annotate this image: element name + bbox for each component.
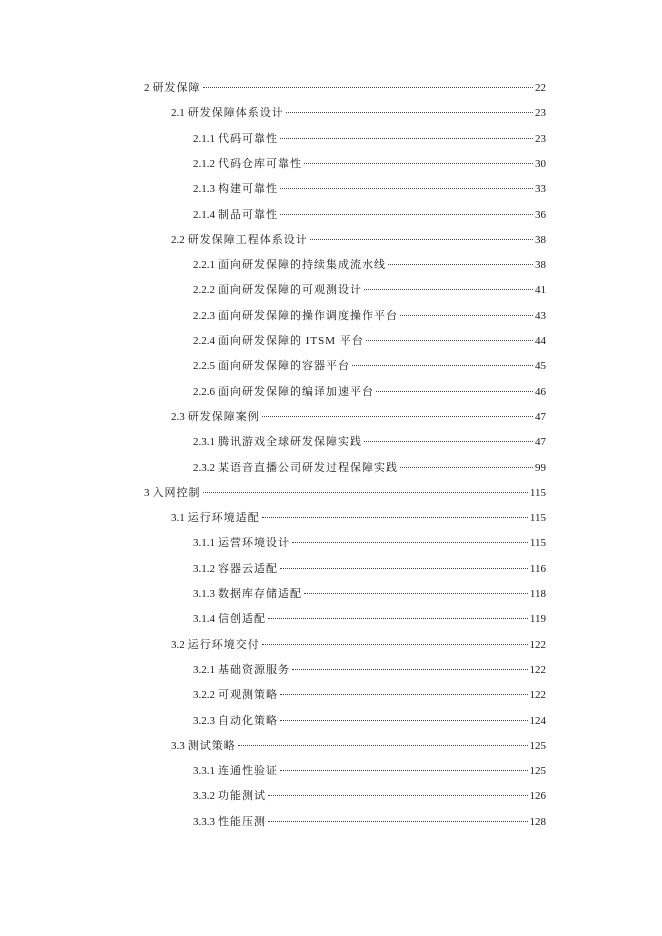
toc-entry-number: 2.1.1: [193, 132, 215, 145]
toc-entry-number: 3.1.1: [193, 537, 215, 550]
toc-entry-page-number: 30: [535, 157, 546, 170]
toc-entry[interactable]: [193, 661, 546, 679]
toc-entry-title: 面向研发保障的 ITSM 平台: [218, 335, 364, 347]
toc-entry[interactable]: [193, 332, 546, 350]
toc-dot-leader: [280, 567, 528, 569]
toc-entry-number: 3.1.4: [193, 613, 215, 626]
toc-entry-title: 基础资源服务: [218, 663, 290, 676]
toc-entry-title: 制品可靠性: [218, 208, 278, 221]
toc-entry[interactable]: [193, 281, 546, 299]
toc-entry[interactable]: [193, 383, 546, 401]
toc-entry-number: 2.1.4: [193, 208, 215, 221]
toc-entry[interactable]: [193, 762, 546, 780]
toc-entry[interactable]: [193, 686, 546, 704]
toc-entry-title: 运行环境交付: [187, 638, 260, 651]
toc-dot-leader: [364, 288, 533, 290]
toc-entry-page-number: 47: [535, 410, 546, 423]
toc-entry-page-number: 43: [535, 309, 546, 322]
toc-entry[interactable]: [193, 585, 546, 603]
toc-entry-number: 3.3.3: [193, 815, 215, 828]
toc-entry-page-number: 47: [535, 436, 546, 449]
toc-entry-number: 3.1: [171, 512, 185, 525]
toc-entry-title: 可观测策略: [218, 689, 278, 702]
toc-entry-number: 2.1.3: [193, 183, 215, 196]
toc-entry[interactable]: [193, 256, 546, 274]
toc-entry-page-number: 126: [529, 790, 546, 803]
toc-entry[interactable]: [171, 509, 546, 527]
toc-entry-title: 某语音直播公司研发过程保障实践: [218, 461, 398, 474]
toc-entry-title: 数据库存储适配: [218, 588, 302, 600]
toc-entry[interactable]: [193, 459, 546, 477]
toc-entry-page-number: 119: [529, 613, 546, 626]
toc-dot-leader: [292, 541, 528, 543]
toc-entry-title: 研发保障工程体系设计: [187, 233, 308, 246]
toc-entry-number: 2.2.5: [193, 360, 215, 373]
toc-entry[interactable]: [171, 737, 546, 755]
toc-entry[interactable]: [193, 130, 546, 148]
toc-entry-page-number: 41: [535, 284, 546, 297]
toc-entry[interactable]: [193, 307, 546, 325]
toc-entry-title: 连通性验证: [218, 765, 278, 778]
toc-entry[interactable]: [193, 610, 546, 628]
toc-entry-page-number: 122: [529, 663, 546, 676]
toc-entry[interactable]: [193, 433, 546, 451]
toc-entry-title: 面向研发保障的可观测设计: [218, 284, 362, 297]
toc-entry-title: 信创适配: [218, 613, 266, 626]
toc-entry-number: 2.1.2: [193, 157, 215, 170]
toc-entry[interactable]: [171, 231, 546, 249]
toc-dot-leader: [262, 516, 528, 518]
toc-dot-leader: [388, 263, 533, 265]
toc-entry-page-number: 23: [535, 132, 546, 145]
toc-entry-title: 性能压测: [218, 815, 266, 828]
toc-entry[interactable]: [193, 357, 546, 375]
toc-entry[interactable]: [193, 813, 546, 831]
toc-entry-title: 研发保障体系设计: [187, 107, 284, 120]
toc-dot-leader: [280, 719, 528, 721]
toc-entry[interactable]: [171, 636, 546, 654]
toc-entry[interactable]: [193, 787, 546, 805]
toc-entry-page-number: 128: [529, 815, 546, 828]
toc-entry-page-number: 116: [529, 562, 546, 575]
toc-dot-leader: [400, 314, 533, 316]
toc-dot-leader: [280, 769, 528, 771]
toc-dot-leader: [376, 390, 533, 392]
toc-entry-number: 2.3.2: [193, 461, 215, 474]
toc-entry-page-number: 115: [529, 486, 546, 499]
toc-entry-number: 2.2.3: [193, 309, 215, 322]
toc-entry-number: 3.3.2: [193, 790, 215, 803]
toc-entry-title: 运营环境设计: [218, 537, 290, 550]
toc-entry-number: 2.2.6: [193, 385, 215, 398]
toc-entry-title: 腾讯游戏全球研发保障实践: [218, 436, 362, 449]
toc-entry-title: 入网控制: [152, 486, 201, 499]
toc-entry-number: 3: [144, 486, 150, 499]
toc-dot-leader: [280, 137, 533, 139]
toc-entry-number: 2.2.2: [193, 284, 215, 297]
toc-dot-leader: [203, 86, 534, 88]
toc-dot-leader: [268, 820, 528, 822]
toc-dot-leader: [366, 339, 533, 341]
toc-entry-page-number: 36: [535, 208, 546, 221]
toc-dot-leader: [364, 440, 533, 442]
toc-entry[interactable]: [171, 408, 546, 426]
toc-entry[interactable]: [193, 560, 546, 578]
toc-dot-leader: [280, 187, 533, 189]
toc-entry-title: 研发保障案例: [187, 410, 260, 423]
toc-dot-leader: [238, 744, 528, 746]
toc-entry-title: 功能测试: [218, 790, 266, 803]
toc-dot-leader: [286, 111, 533, 113]
toc-entry-page-number: 125: [529, 765, 546, 778]
toc-entry-number: 2.3: [171, 410, 185, 423]
toc-entry-page-number: 122: [529, 638, 546, 651]
toc-entry[interactable]: [171, 104, 546, 122]
toc-entry-page-number: 23: [535, 107, 546, 120]
toc-entry-number: 2.2: [171, 233, 185, 246]
toc-entry-title: 面向研发保障的容器平台: [218, 360, 350, 373]
toc-entry-page-number: 33: [535, 183, 546, 196]
toc-entry-number: 3.2.3: [193, 714, 215, 727]
toc-entry-page-number: 38: [535, 259, 546, 272]
toc-entry-title: 运行环境适配: [187, 512, 260, 525]
toc-entry-number: 3.1.2: [193, 562, 215, 575]
toc-entry-number: 3.3.1: [193, 765, 215, 778]
toc-entry[interactable]: [193, 206, 546, 224]
toc-entry-number: 3.1.3: [193, 588, 215, 600]
toc-entry-number: 3.3: [171, 739, 185, 752]
toc-entry[interactable]: [193, 155, 546, 173]
toc-entry-number: 2.2.4: [193, 335, 215, 347]
toc-dot-leader: [352, 364, 533, 366]
toc-entry-number: 2.3.1: [193, 436, 215, 449]
toc-entry-title: 构建可靠性: [218, 183, 278, 196]
toc-entry-page-number: 115: [529, 512, 546, 525]
toc-dot-leader: [262, 415, 533, 417]
toc-entry[interactable]: [144, 79, 546, 97]
toc-dot-leader: [280, 693, 528, 695]
toc-dot-leader: [304, 592, 528, 594]
toc-entry-number: 2.1: [171, 107, 185, 120]
toc-entry-title: 面向研发保障的编译加速平台: [218, 385, 374, 398]
toc-entry-page-number: 124: [529, 714, 546, 727]
toc-entry-page-number: 45: [535, 360, 546, 373]
toc-entry-page-number: 118: [529, 588, 546, 600]
toc-entry-title: 代码可靠性: [218, 132, 278, 145]
toc-entry-number: 2.2.1: [193, 259, 215, 272]
toc-entry-title: 研发保障: [152, 82, 201, 94]
toc-entry[interactable]: [193, 534, 546, 552]
toc-entry-page-number: 125: [529, 739, 546, 752]
toc-entry[interactable]: [144, 484, 546, 502]
toc-dot-leader: [268, 794, 528, 796]
toc-entry-page-number: 115: [529, 537, 546, 550]
toc-entry-page-number: 46: [535, 385, 546, 398]
toc-entry-page-number: 99: [535, 461, 546, 474]
toc-entry-title: 面向研发保障的持续集成流水线: [218, 259, 386, 272]
toc-dot-leader: [400, 466, 533, 468]
toc-entry[interactable]: [193, 180, 546, 198]
toc-entry-title: 测试策略: [187, 739, 236, 752]
toc-dot-leader: [268, 617, 528, 619]
toc-entry-number: 3.2.1: [193, 663, 215, 676]
toc-dot-leader: [310, 238, 533, 240]
toc-entry-page-number: 122: [529, 689, 546, 702]
toc-dot-leader: [280, 213, 533, 215]
toc-entry-page-number: 44: [535, 335, 546, 347]
toc-dot-leader: [262, 643, 528, 645]
toc-entry-number: 3.2.2: [193, 689, 215, 702]
toc-dot-leader: [304, 162, 533, 164]
toc-entry[interactable]: [193, 712, 546, 730]
toc-entry-title: 自动化策略: [218, 714, 278, 727]
toc-entry-number: 2: [144, 82, 150, 94]
toc-entry-page-number: 22: [535, 82, 546, 94]
toc-entry-number: 3.2: [171, 638, 185, 651]
toc-dot-leader: [292, 668, 528, 670]
toc-entry-title: 容器云适配: [218, 562, 278, 575]
toc-entry-title: 代码仓库可靠性: [218, 157, 302, 170]
toc-dot-leader: [203, 491, 528, 493]
toc-entry-title: 面向研发保障的操作调度操作平台: [218, 309, 398, 322]
toc-entry-page-number: 38: [535, 233, 546, 246]
